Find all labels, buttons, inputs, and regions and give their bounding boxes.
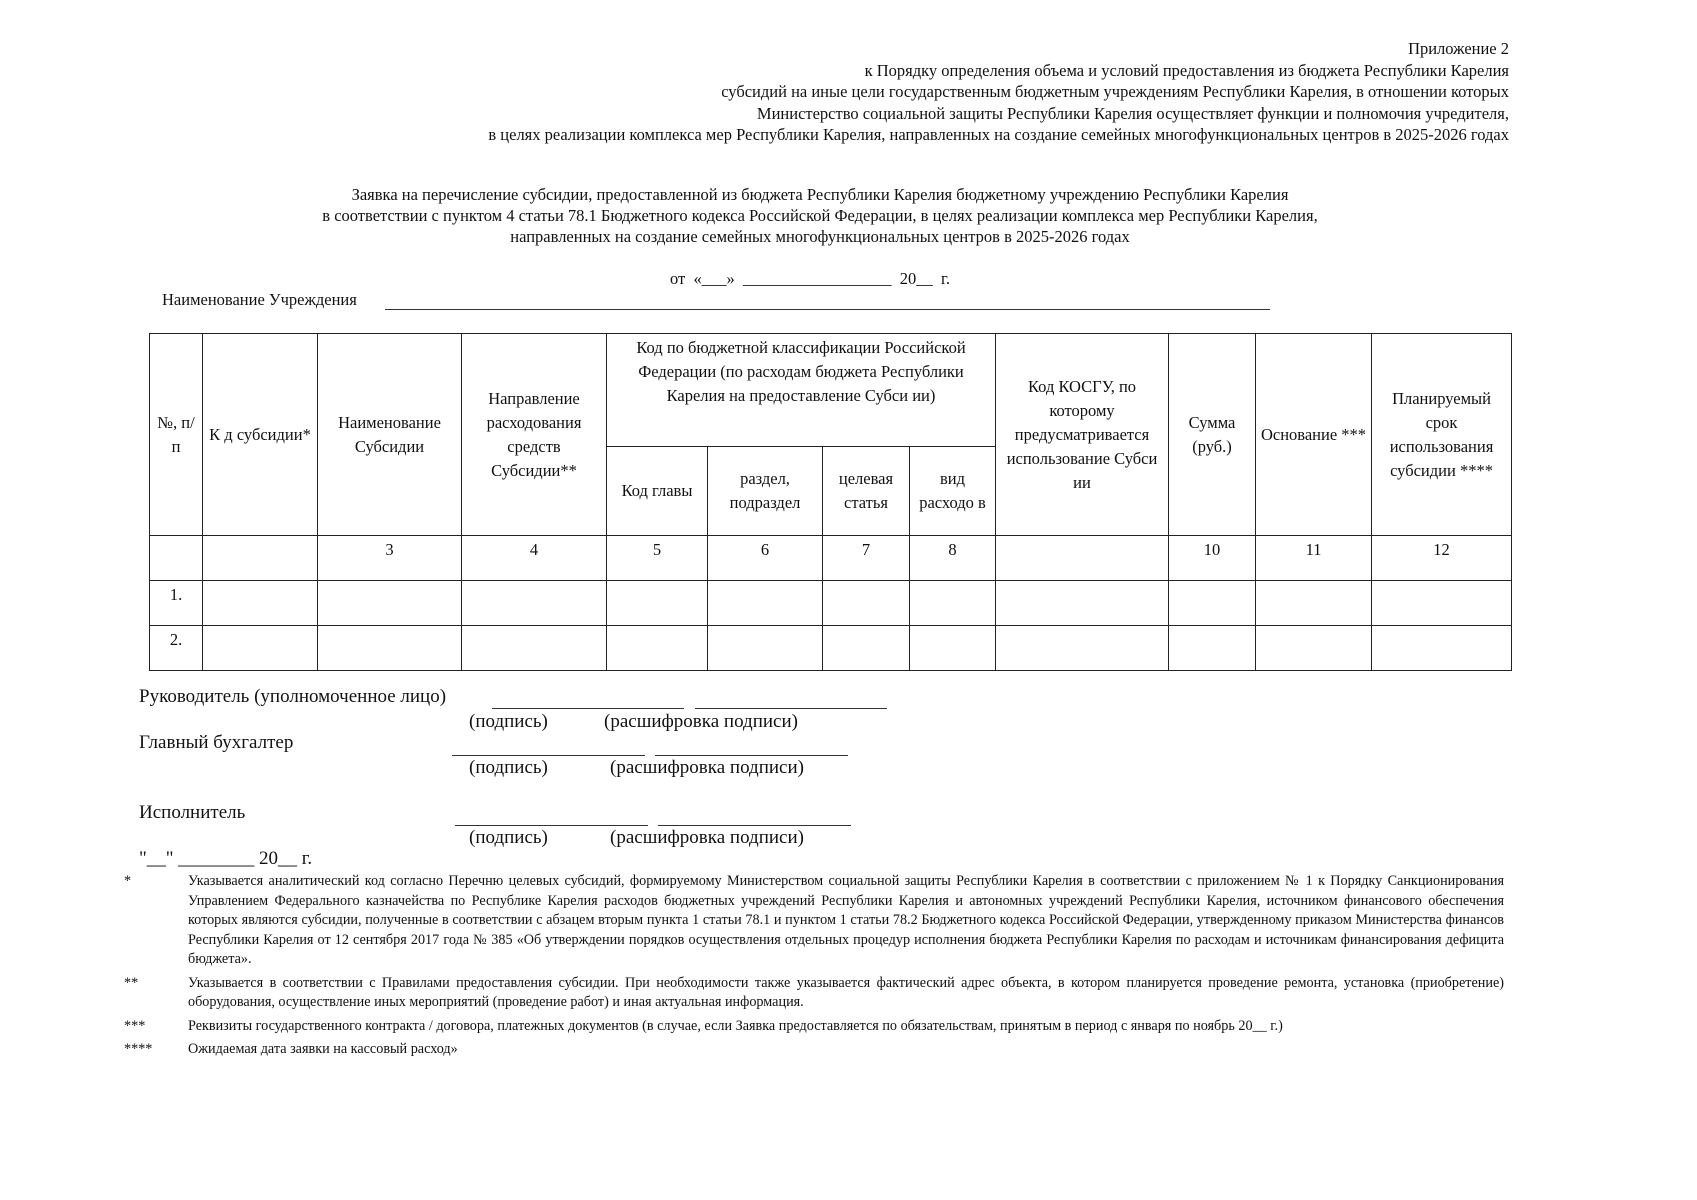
table-cell[interactable] <box>462 581 607 626</box>
table-cell[interactable] <box>1256 581 1372 626</box>
footnotes <box>124 872 1504 1061</box>
head-decode-field[interactable] <box>695 708 887 709</box>
column-number <box>150 536 203 581</box>
decode-caption: (расшифровка подписи) <box>604 711 798 732</box>
appendix-line: Министерство социальной защиты Республики Карелия осуществляет функции и полномочия учредителя, <box>756 103 1509 123</box>
table-cell[interactable] <box>996 581 1169 626</box>
table-cell[interactable] <box>823 581 910 626</box>
signature-caption: (подпись) <box>469 711 548 732</box>
footnote-text: Ожидаемая дата заявки на кассовый расход» <box>188 1041 458 1057</box>
table-row <box>150 581 1512 626</box>
table-cell[interactable] <box>607 581 708 626</box>
executor-signature-field[interactable] <box>455 825 648 826</box>
footnote-mark: * <box>124 873 132 889</box>
table-cell[interactable] <box>1169 626 1256 671</box>
footnote <box>124 974 1504 1013</box>
header-cell-number: №, п/п <box>150 334 203 536</box>
table-cell[interactable] <box>318 581 462 626</box>
head-signature-label: Руководитель (уполномоченное лицо) <box>139 686 447 707</box>
appendix-line: субсидий на иные цели государственным бюджетным учреждениям Республики Карелия, в отношении которых <box>721 82 1509 101</box>
header-cell-basis: Основание *** <box>1256 334 1372 536</box>
accountant-signature-label: Главный бухгалтер <box>139 732 294 753</box>
table-row <box>150 626 1512 671</box>
table-cell[interactable] <box>607 626 708 671</box>
column-number: 6 <box>708 536 823 581</box>
table-cell[interactable] <box>1169 581 1256 626</box>
table-cell[interactable] <box>910 581 996 626</box>
appendix-line: в целях реализации комплекса мер Республики Карелия, направленных на создание семейных многофункциональных центров в 2025-2026 годах <box>488 125 1509 144</box>
table-cell[interactable] <box>1372 626 1512 671</box>
column-number <box>203 536 318 581</box>
footnote-text: Указывается в соответствии с Правилами предоставления субсидии. При необходимости также указывается фактический адрес объекта, в котором планируется проведение ремонта, установка (приобретение) оборудования, осуществление иных мероприятий (проведение работ) и иная актуальная информация. <box>188 974 1504 1010</box>
accountant-decode-field[interactable] <box>655 755 848 756</box>
decode-caption: (расшифровка подписи) <box>610 827 804 848</box>
row-number: 2. <box>150 626 203 671</box>
header-cell-subsidy-name: Наименование Субсидии <box>318 334 462 536</box>
document-title <box>0 184 1640 247</box>
table-cell[interactable] <box>708 626 823 671</box>
title-line: в соответствии с пунктом 4 статьи 78.1 Бюджетного кодекса Российской Федерации, в целях реализации комплекса мер Республики Карелия, <box>322 206 1318 225</box>
executor-signature-label: Исполнитель <box>139 802 246 823</box>
table-header-row <box>150 334 1512 447</box>
organization-label: Наименование Учреждения <box>162 290 357 309</box>
table-cell[interactable] <box>462 626 607 671</box>
footnote <box>124 1017 1504 1037</box>
column-number: 10 <box>1169 536 1256 581</box>
footnote <box>124 1040 1504 1060</box>
column-number: 4 <box>462 536 607 581</box>
column-number: 5 <box>607 536 708 581</box>
header-cell-amount: Сумма (руб.) <box>1169 334 1256 536</box>
row-number: 1. <box>150 581 203 626</box>
column-number: 8 <box>910 536 996 581</box>
column-number: 12 <box>1372 536 1512 581</box>
footnote-text: Указывается аналитический код согласно Перечню целевых субсидий, формируемому Министерством социальной защиты Республики Карелия в соответствии с приложением № 1 к Порядку Санкционирования Управлением Федерального казначейства по Республике Карелия расходов бюджетных учреждений Республики Карелия и автономных учреждений Республики Карелия, источником финансового обеспечения которых являются субсидии, полученные в соответствии с абзацем вторым пункта 1 статьи 78.1 и пунктом 1 статьи 78.2 Бюджетного кодекса Российской Федерации, утвержденному приказом Министерства финансов Республики Карелия от 12 сентября 2017 года № 385 «Об утверждении порядков осуществления отдельных процедур исполнения бюджета Республики Карелия по расходам и источникам финансирования дефицита бюджета». <box>188 873 1504 967</box>
head-signature-field[interactable] <box>492 708 684 709</box>
appendix-line: Приложение 2 <box>1408 39 1509 58</box>
subsidy-request-table <box>149 333 1512 671</box>
appendix-line: к Порядку определения объема и условий предоставления из бюджета Республики Карелия <box>864 60 1509 80</box>
table-cell[interactable] <box>203 581 318 626</box>
header-cell-subsidy-code: К д субсидии* <box>203 334 318 536</box>
header-cell-budget-classification: Код по бюджетной классификации Российской Федерации (по расходам бюджета Республики Карелия на предоставление Субси ии) <box>607 334 996 447</box>
column-number-row <box>150 536 1512 581</box>
accountant-signature-field[interactable] <box>452 755 645 756</box>
footnote-mark: **** <box>124 1041 153 1057</box>
organization-name-field[interactable] <box>385 309 1270 310</box>
request-date-line[interactable]: от «___» __________________ 20__ г. <box>670 269 951 288</box>
footnote <box>124 872 1504 970</box>
footnote-text: Реквизиты государственного контракта / договора, платежных документов (в случае, если Заявка предоставляется по обязательствам, принятым в период с января по ноябрь 20__ г.) <box>188 1017 1283 1034</box>
table-cell[interactable] <box>708 581 823 626</box>
table-cell[interactable] <box>910 626 996 671</box>
column-number: 3 <box>318 536 462 581</box>
header-cell-expense-type: вид расходо в <box>910 447 996 536</box>
table-cell[interactable] <box>203 626 318 671</box>
header-cell-chapter-code: Код главы <box>607 447 708 536</box>
column-number: 11 <box>1256 536 1372 581</box>
executor-decode-field[interactable] <box>658 825 851 826</box>
signature-caption: (подпись) <box>469 827 548 848</box>
table-cell[interactable] <box>996 626 1169 671</box>
header-cell-planned-term: Планируемый срок использования субсидии **** <box>1372 334 1512 536</box>
header-cell-section: раздел, подраздел <box>708 447 823 536</box>
column-number: 7 <box>823 536 910 581</box>
title-line: Заявка на перечисление субсидии, предоставленной из бюджета Республики Карелия бюджетному учреждению Республики Карелия <box>351 185 1289 204</box>
footnote-mark: ** <box>124 974 139 991</box>
table-cell[interactable] <box>823 626 910 671</box>
appendix-header <box>488 38 1509 146</box>
signature-caption: (подпись) <box>469 757 548 778</box>
title-line: направленных на создание семейных многофункциональных центров в 2025-2026 годах <box>510 227 1130 246</box>
header-cell-direction: Направление расходования средств Субсидии** <box>462 334 607 536</box>
header-cell-target-article: целевая статья <box>823 447 910 536</box>
column-number <box>996 536 1169 581</box>
decode-caption: (расшифровка подписи) <box>610 757 804 778</box>
table-cell[interactable] <box>1372 581 1512 626</box>
table-cell[interactable] <box>318 626 462 671</box>
header-cell-kosgu: Код КОСГУ, по которому предусматривается использование Субси ии <box>996 334 1169 536</box>
signature-date[interactable]: "__" ________ 20__ г. <box>139 848 313 869</box>
table-cell[interactable] <box>1256 626 1372 671</box>
footnote-mark: *** <box>124 1017 146 1034</box>
